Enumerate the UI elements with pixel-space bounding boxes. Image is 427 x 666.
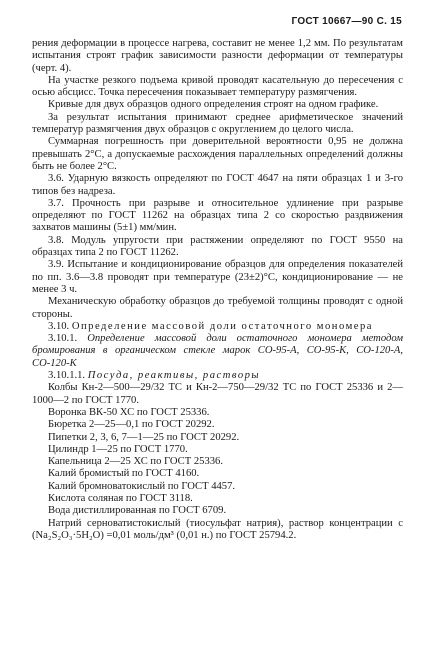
paragraph: 3.6. Ударную вязкость определяют по ГОСТ 4647 на пяти образцах 1 и 3-го типов без надреза. xyxy=(32,173,403,197)
page-header xyxy=(32,16,403,27)
list-item: Капельница 2—25 ХС по ГОСТ 25336. xyxy=(48,456,224,468)
section-title: Определение массовой доли остаточного мономера методом бромирования в органическом стекле марок СО-95-А, СО-95-К, СО-120-А, СО-120-К xyxy=(32,333,403,369)
document-body xyxy=(32,38,403,542)
paragraph: 3.8. Модуль упругости при растяжении определяют по ГОСТ 9550 на образцах типа 2 по ГОСТ 11262. xyxy=(32,234,403,259)
section-title: Посуда, реактивы, растворы xyxy=(87,370,261,382)
list-item: Кислота соляная по ГОСТ 3118. xyxy=(48,492,193,504)
paragraph: 3.9. Испытание и кондиционирование образцов для определения показателей по пп. 3.6—3.8 проводят при температуре (23±2)°С, кондиционирование — не менее 3 ч. xyxy=(32,259,403,295)
paragraph: За результат испытания принимают среднее арифметическое значений температур размягчения двух образцов с округлением до целого числа. xyxy=(32,111,403,136)
section-title: Определение массовой доли остаточного мономера xyxy=(71,320,373,332)
section-number: 3.10.1.1. xyxy=(48,370,86,382)
paragraph: 3.7. Прочность при разрыве и относительное удлинение при разрыве определяют по ГОСТ 11262 на образцах типа 2 со скоростью раздвижения захватов машины (5±1) мм/мин. xyxy=(32,197,403,234)
list-item: Воронка ВК-50 ХС по ГОСТ 25336. xyxy=(48,406,210,418)
paragraph: Суммарная погрешность при доверительной вероятности 0,95 не должна превышать 2°С, а допускаемые расхождения параллельных определений должны быть не более 2°С. xyxy=(32,136,403,172)
list-item: Колбы Кн-2—500—29/32 ТС и Кн-2—750—29/32 ТС по ГОСТ 25336 и 2—1000—2 по ГОСТ 1770. xyxy=(32,382,403,406)
section-heading-3-10 xyxy=(32,321,403,333)
section-heading-3-10-1-1 xyxy=(32,370,403,382)
standard-code: ГОСТ 10667—90 xyxy=(291,16,374,27)
paragraph: Кривые для двух образцов одного определения строят на одном графике. xyxy=(48,99,379,111)
list-item: Бюретка 2—25—0,1 по ГОСТ 20292. xyxy=(48,419,215,431)
paragraph: рения деформации в процессе нагрева, составит не менее 1,2 мм. По результатам испытания строят график зависимости разности деформации от температуры (черт. 4). xyxy=(32,38,403,74)
list-item: Цилиндр 1—25 по ГОСТ 1770. xyxy=(48,443,188,455)
section-heading-3-10-1 xyxy=(32,333,403,370)
paragraph: На участке резкого подъема кривой проводят касательную до пересечения с осью абсцисс. Точка пересечения показывает температуру размягчения. xyxy=(32,74,403,99)
list-item: Пипетки 2, 3, 6, 7—1—25 по ГОСТ 20292. xyxy=(48,431,240,443)
section-number: 3.10. xyxy=(48,320,70,332)
page-number: С. 15 xyxy=(376,16,402,27)
section-number: 3.10.1. xyxy=(48,333,78,345)
paragraph: Механическую обработку образцов до требуемой толщины проводят с одной стороны. xyxy=(32,296,403,320)
list-item: Вода дистиллированная по ГОСТ 6709. xyxy=(48,505,227,517)
list-item: Калий бромистый по ГОСТ 4160. xyxy=(48,468,200,480)
paragraph: Натрий серноватистокислый (тиосульфат натрия), раствор концентрации c (Na₂S₂O₃·5H₂O) =0,01 моль/дм³ (0,01 н.) по ГОСТ 25794.2. xyxy=(32,517,403,541)
list-item: Калий бромноватокислый по ГОСТ 4457. xyxy=(48,480,236,492)
